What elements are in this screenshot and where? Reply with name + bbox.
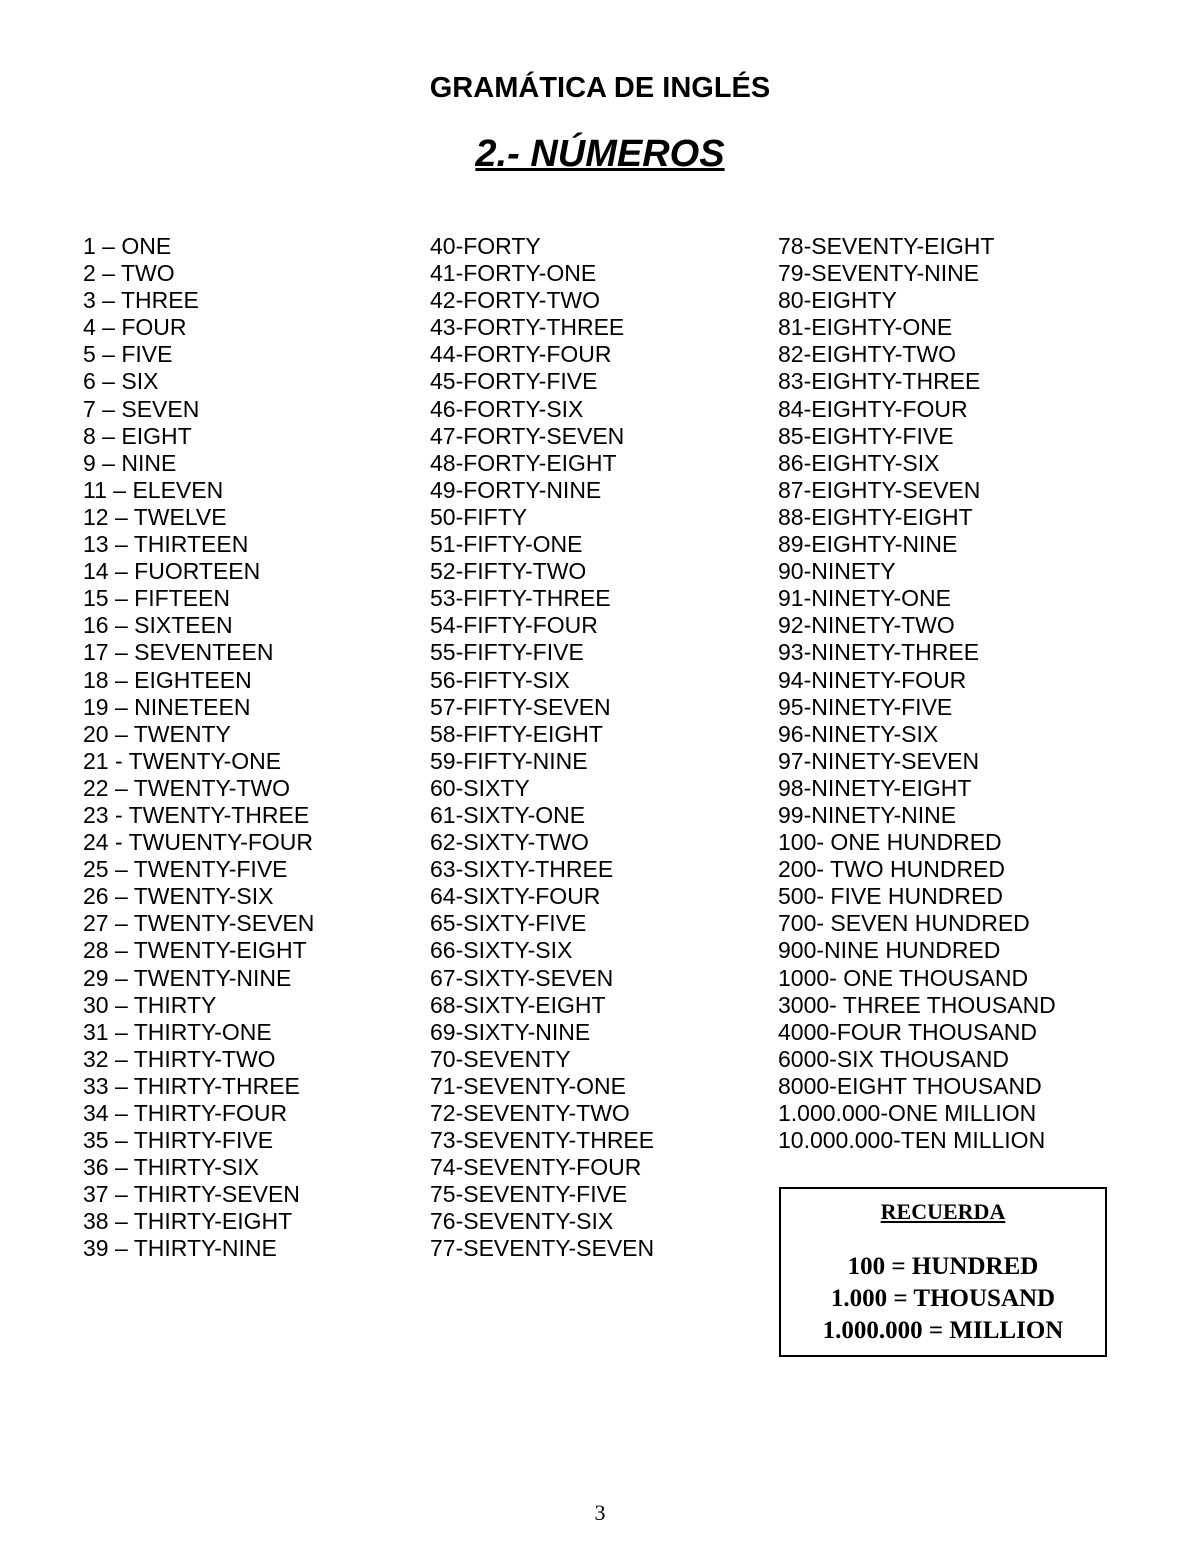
number-entry: 51-FIFTY-ONE: [430, 531, 583, 558]
number-entry: 2 – TWO: [83, 260, 175, 287]
number-entry: 47-FORTY-SEVEN: [430, 422, 625, 449]
number-entry: 33 – THIRTY-THREE: [83, 1072, 300, 1099]
number-entry: 6000-SIX THOUSAND: [778, 1045, 1009, 1072]
number-entry: 43-FORTY-THREE: [430, 314, 625, 341]
number-entry: 61-SIXTY-ONE: [430, 801, 586, 828]
number-entry: 4000-FOUR THOUSAND: [778, 1018, 1038, 1045]
number-entry: 48-FORTY-EIGHT: [430, 449, 617, 476]
number-entry: 24 - TWUENTY-FOUR: [83, 829, 314, 856]
number-entry: 50-FIFTY: [430, 503, 528, 530]
number-entry: 29 – TWENTY-NINE: [83, 964, 292, 991]
number-entry: 900-NINE HUNDRED: [778, 937, 1001, 964]
number-entry: 3000- THREE THOUSAND: [778, 991, 1056, 1018]
number-entry: 41-FORTY-ONE: [430, 260, 597, 287]
number-entry: 23 - TWENTY-THREE: [83, 801, 310, 828]
number-entry: 57-FIFTY-SEVEN: [430, 693, 611, 720]
number-entry: 63-SIXTY-THREE: [430, 856, 614, 883]
page-heading: GRAMÁTICA DE INGLÉS: [429, 72, 771, 104]
number-entry: 87-EIGHTY-SEVEN: [778, 476, 981, 503]
number-entry: 56-FIFTY-SIX: [430, 666, 570, 693]
number-entry: 18 – EIGHTEEN: [83, 666, 252, 693]
number-entry: 8 – EIGHT: [83, 422, 192, 449]
number-entry: 1000- ONE THOUSAND: [778, 964, 1029, 991]
number-entry: 92-NINETY-TWO: [778, 612, 955, 639]
number-entry: 39 – THIRTY-NINE: [83, 1235, 277, 1262]
number-entry: 3 – THREE: [83, 287, 199, 314]
number-entry: 68-SIXTY-EIGHT: [430, 991, 606, 1018]
number-entry: 74-SEVENTY-FOUR: [430, 1154, 642, 1181]
number-entry: 54-FIFTY-FOUR: [430, 612, 598, 639]
number-entry: 9 – NINE: [83, 449, 177, 476]
number-entry: 15 – FIFTEEN: [83, 585, 230, 612]
number-entry: 46-FORTY-SIX: [430, 395, 584, 422]
number-entry: 80-EIGHTY: [778, 287, 897, 314]
number-entry: 70-SEVENTY: [430, 1045, 571, 1072]
number-entry: 21 - TWENTY-ONE: [83, 747, 282, 774]
numbers-column-1: [83, 233, 314, 1263]
number-entry: 44-FORTY-FOUR: [430, 341, 612, 368]
number-entry: 71-SEVENTY-ONE: [430, 1072, 626, 1099]
number-entry: 72-SEVENTY-TWO: [430, 1100, 630, 1126]
number-entry: 93-NINETY-THREE: [778, 639, 980, 666]
page-number: 3: [594, 1500, 606, 1525]
number-entry: 55-FIFTY-FIVE: [430, 639, 584, 666]
number-entry: 31 – THIRTY-ONE: [83, 1018, 272, 1045]
number-entry: 77-SEVENTY-SEVEN: [430, 1235, 655, 1262]
number-entry: 62-SIXTY-TWO: [430, 829, 589, 856]
number-entry: 97-NINETY-SEVEN: [778, 747, 980, 774]
number-entry: 89-EIGHTY-NINE: [778, 531, 958, 558]
number-entry: 700- SEVEN HUNDRED: [778, 910, 1030, 937]
number-entry: 99-NINETY-NINE: [778, 801, 957, 828]
number-entry: 25 – TWENTY-FIVE: [83, 856, 288, 883]
number-entry: 64-SIXTY-FOUR: [430, 883, 601, 910]
number-entry: 45-FORTY-FIVE: [430, 368, 598, 395]
number-entry: 1 – ONE: [83, 233, 172, 259]
number-entry: 96-NINETY-SIX: [778, 720, 939, 747]
number-entry: 76-SEVENTY-SIX: [430, 1208, 614, 1235]
number-entry: 200- TWO HUNDRED: [778, 856, 1006, 883]
number-entry: 90-NINETY: [778, 558, 896, 585]
number-entry: 20 – TWENTY: [83, 720, 231, 747]
reminder-list: [781, 1251, 1105, 1347]
number-entry: 35 – THIRTY-FIVE: [83, 1127, 274, 1154]
number-entry: 52-FIFTY-TWO: [430, 558, 587, 585]
number-entry: 86-EIGHTY-SIX: [778, 449, 940, 476]
number-entry: 8000-EIGHT THOUSAND: [778, 1072, 1042, 1099]
number-entry: 53-FIFTY-THREE: [430, 585, 611, 612]
numbers-column-3: [778, 233, 1056, 1154]
number-entry: 4 – FOUR: [83, 314, 187, 341]
number-entry: 40-FORTY: [430, 233, 541, 259]
number-entry: 49-FORTY-NINE: [430, 476, 602, 503]
number-entry: 82-EIGHTY-TWO: [778, 341, 957, 368]
number-entry: 37 – THIRTY-SEVEN: [83, 1181, 300, 1208]
number-entry: 59-FIFTY-NINE: [430, 747, 588, 774]
number-entry: 58-FIFTY-EIGHT: [430, 720, 603, 747]
number-entry: 73-SEVENTY-THREE: [430, 1127, 655, 1154]
number-entry: 1.000.000-ONE MILLION: [778, 1100, 1037, 1126]
number-entry: 36 – THIRTY-SIX: [83, 1154, 259, 1181]
number-entry: 32 – THIRTY-TWO: [83, 1045, 276, 1072]
number-entry: 81-EIGHTY-ONE: [778, 314, 953, 341]
number-entry: 7 – SEVEN: [83, 395, 200, 422]
number-entry: 17 – SEVENTEEN: [83, 639, 274, 666]
number-entry: 5 – FIVE: [83, 341, 173, 368]
number-entry: 10.000.000-TEN MILLION: [778, 1127, 1046, 1154]
number-entry: 13 – THIRTEEN: [83, 531, 249, 558]
number-entry: 79-SEVENTY-NINE: [778, 260, 980, 287]
number-entry: 91-NINETY-ONE: [778, 585, 951, 612]
number-entry: 26 – TWENTY-SIX: [83, 883, 274, 910]
number-entry: 22 – TWENTY-TWO: [83, 774, 291, 801]
number-entry: 88-EIGHTY-EIGHT: [778, 503, 973, 530]
reminder-box: [779, 1187, 1107, 1357]
reminder-line: 1.000.000 = MILLION: [822, 1317, 1064, 1344]
number-entry: 100- ONE HUNDRED: [778, 829, 1002, 856]
number-entry: 84-EIGHTY-FOUR: [778, 395, 968, 422]
number-entry: 67-SIXTY-SEVEN: [430, 964, 614, 991]
number-entry: 95-NINETY-FIVE: [778, 693, 953, 720]
numbers-column-2: [430, 233, 654, 1263]
number-entry: 19 – NINETEEN: [83, 693, 251, 720]
reminder-title: RECUERDA: [880, 1199, 1006, 1224]
number-entry: 66-SIXTY-SIX: [430, 937, 573, 964]
number-entry: 94-NINETY-FOUR: [778, 666, 967, 693]
number-entry: 65-SIXTY-FIVE: [430, 910, 587, 937]
number-entry: 85-EIGHTY-FIVE: [778, 422, 954, 449]
number-entry: 42-FORTY-TWO: [430, 287, 600, 314]
reminder-line: 1.000 = THOUSAND: [830, 1285, 1056, 1312]
number-entry: 30 – THIRTY: [83, 991, 217, 1018]
number-entry: 60-SIXTY: [430, 774, 530, 801]
number-entry: 69-SIXTY-NINE: [430, 1018, 591, 1045]
number-entry: 34 – THIRTY-FOUR: [83, 1100, 288, 1126]
number-entry: 98-NINETY-EIGHT: [778, 774, 972, 801]
number-entry: 27 – TWENTY-SEVEN: [83, 910, 315, 937]
number-entry: 14 – FUORTEEN: [83, 558, 261, 585]
number-entry: 16 – SIXTEEN: [83, 612, 233, 639]
number-entry: 500- FIVE HUNDRED: [778, 883, 1003, 910]
page-title: 2.- NÚMEROS: [475, 133, 725, 175]
number-entry: 6 – SIX: [83, 368, 159, 395]
reminder-line: 100 = HUNDRED: [847, 1253, 1039, 1280]
number-entry: 78-SEVENTY-EIGHT: [778, 233, 995, 259]
number-entry: 11 – ELEVEN: [83, 476, 224, 503]
number-entry: 38 – THIRTY-EIGHT: [83, 1208, 293, 1235]
number-entry: 28 – TWENTY-EIGHT: [83, 937, 307, 964]
number-entry: 83-EIGHTY-THREE: [778, 368, 981, 395]
number-entry: 75-SEVENTY-FIVE: [430, 1181, 628, 1208]
number-entry: 12 – TWELVE: [83, 503, 227, 530]
